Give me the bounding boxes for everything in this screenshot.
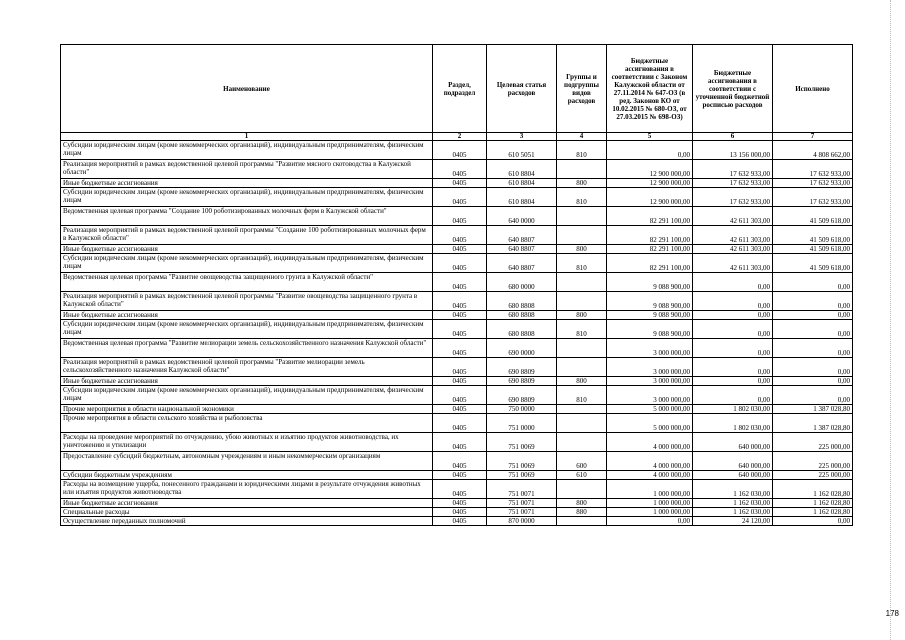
- row-executed-cell: 41 509 618,00: [773, 207, 853, 226]
- row-target-cell: 751 0069: [487, 433, 557, 452]
- row-section-cell: 0405: [433, 517, 487, 526]
- row-target-cell: 640 8807: [487, 245, 557, 254]
- row-section-cell: 0405: [433, 160, 487, 179]
- row-budget-schedule-cell: 0,00: [693, 292, 773, 311]
- row-budget-schedule-cell: 13 156 000,00: [693, 141, 773, 160]
- row-budget-law-cell: 12 900 000,00: [607, 179, 693, 188]
- row-group-cell: 810: [557, 320, 607, 339]
- row-name-cell: Иные бюджетные ассигнования: [61, 499, 433, 508]
- row-name-cell: Прочие мероприятия в области сельского хозяйства и рыболовства: [61, 414, 433, 433]
- row-name-cell: Субсидии юридическим лицам (кроме некоммерческих организаций), индивидуальным предпринимателям, физическим лицам: [61, 188, 433, 207]
- row-executed-cell: 0,00: [773, 517, 853, 526]
- column-number: 4: [557, 133, 607, 141]
- table-row: [61, 358, 853, 377]
- row-section-cell: 0405: [433, 471, 487, 480]
- page-number: 178: [885, 609, 899, 618]
- row-budget-law-cell: 9 088 900,00: [607, 273, 693, 292]
- row-group-cell: 610: [557, 471, 607, 480]
- row-group-cell: 880: [557, 508, 607, 517]
- row-target-cell: 690 8809: [487, 386, 557, 405]
- row-name-cell: Реализация мероприятий в рамках ведомственной целевой программы "Создание 100 роботизированных молочных ферм в Калужской области": [61, 226, 433, 245]
- row-group-cell: [557, 358, 607, 377]
- header-executed: Исполнено: [773, 45, 853, 133]
- row-group-cell: 800: [557, 377, 607, 386]
- row-section-cell: 0405: [433, 254, 487, 273]
- row-section-cell: 0405: [433, 188, 487, 207]
- row-section-cell: 0405: [433, 480, 487, 499]
- row-budget-schedule-cell: 0,00: [693, 320, 773, 339]
- row-section-cell: 0405: [433, 377, 487, 386]
- row-budget-law-cell: 12 900 000,00: [607, 188, 693, 207]
- row-target-cell: 751 0071: [487, 480, 557, 499]
- row-section-cell: 0405: [433, 452, 487, 471]
- row-budget-schedule-cell: 17 632 933,00: [693, 179, 773, 188]
- page-edge-line: [890, 0, 891, 640]
- row-budget-schedule-cell: 42 611 303,00: [693, 226, 773, 245]
- column-number: 7: [773, 133, 853, 141]
- row-section-cell: 0405: [433, 433, 487, 452]
- row-target-cell: 690 8809: [487, 358, 557, 377]
- row-section-cell: 0405: [433, 414, 487, 433]
- column-number: 6: [693, 133, 773, 141]
- header-budget-schedule: Бюджетные ассигнования в соответствии с уточненной бюджетной росписью расходов: [693, 45, 773, 133]
- table-row: [61, 245, 853, 254]
- row-group-cell: [557, 480, 607, 499]
- row-target-cell: 680 8808: [487, 292, 557, 311]
- row-executed-cell: 1 387 028,80: [773, 414, 853, 433]
- row-section-cell: 0405: [433, 508, 487, 517]
- table-row: [61, 517, 853, 526]
- row-group-cell: [557, 226, 607, 245]
- row-section-cell: 0405: [433, 499, 487, 508]
- row-budget-schedule-cell: 17 632 933,00: [693, 160, 773, 179]
- row-section-cell: 0405: [433, 405, 487, 414]
- row-executed-cell: 0,00: [773, 358, 853, 377]
- row-executed-cell: 225 000,00: [773, 471, 853, 480]
- row-target-cell: 751 0000: [487, 414, 557, 433]
- row-budget-law-cell: 3 000 000,00: [607, 386, 693, 405]
- row-executed-cell: 225 000,00: [773, 452, 853, 471]
- row-executed-cell: 4 808 662,00: [773, 141, 853, 160]
- row-budget-schedule-cell: 1 162 030,00: [693, 508, 773, 517]
- row-budget-law-cell: 5 000 000,00: [607, 414, 693, 433]
- table-row: [61, 499, 853, 508]
- row-target-cell: 640 8807: [487, 254, 557, 273]
- row-group-cell: [557, 339, 607, 358]
- budget-table-sheet: [60, 44, 852, 526]
- table-row: [61, 320, 853, 339]
- table-row: [61, 339, 853, 358]
- table-row: [61, 377, 853, 386]
- row-name-cell: Расходы на возмещение ущерба, понесенного гражданами и юридическими лицами в результате отчуждения животных или изъятия продуктов животноводства: [61, 480, 433, 499]
- row-executed-cell: 1 162 028,80: [773, 508, 853, 517]
- row-group-cell: 810: [557, 188, 607, 207]
- row-budget-law-cell: 82 291 100,00: [607, 254, 693, 273]
- row-group-cell: [557, 433, 607, 452]
- row-section-cell: 0405: [433, 386, 487, 405]
- row-target-cell: 640 0000: [487, 207, 557, 226]
- row-budget-schedule-cell: 640 000,00: [693, 471, 773, 480]
- row-target-cell: 690 8809: [487, 377, 557, 386]
- budget-table: [60, 44, 853, 526]
- header-name: Наименование: [61, 45, 433, 133]
- row-budget-schedule-cell: 640 000,00: [693, 452, 773, 471]
- row-target-cell: 680 0000: [487, 273, 557, 292]
- row-name-cell: Иные бюджетные ассигнования: [61, 311, 433, 320]
- row-target-cell: 751 0071: [487, 499, 557, 508]
- row-target-cell: 680 8808: [487, 311, 557, 320]
- table-header: [61, 45, 853, 141]
- row-name-cell: Субсидии юридическим лицам (кроме некоммерческих организаций), индивидуальным предпринимателям, физическим лицам: [61, 386, 433, 405]
- row-group-cell: 800: [557, 179, 607, 188]
- row-section-cell: 0405: [433, 179, 487, 188]
- row-target-cell: 680 8808: [487, 320, 557, 339]
- column-number: 2: [433, 133, 487, 141]
- row-budget-schedule-cell: 1 802 030,00: [693, 414, 773, 433]
- row-section-cell: 0405: [433, 358, 487, 377]
- row-budget-schedule-cell: 0,00: [693, 273, 773, 292]
- header-target: Целевая статья расходов: [487, 45, 557, 133]
- table-row: [61, 141, 853, 160]
- row-group-cell: [557, 207, 607, 226]
- row-budget-law-cell: 82 291 100,00: [607, 226, 693, 245]
- row-executed-cell: 0,00: [773, 273, 853, 292]
- row-budget-schedule-cell: 0,00: [693, 339, 773, 358]
- row-target-cell: 610 8804: [487, 188, 557, 207]
- row-budget-law-cell: 3 000 000,00: [607, 339, 693, 358]
- row-section-cell: 0405: [433, 226, 487, 245]
- row-budget-law-cell: 0,00: [607, 517, 693, 526]
- row-group-cell: [557, 160, 607, 179]
- table-row: [61, 179, 853, 188]
- row-executed-cell: 41 509 618,00: [773, 254, 853, 273]
- row-budget-schedule-cell: 1 802 030,00: [693, 405, 773, 414]
- row-budget-law-cell: 4 000 000,00: [607, 452, 693, 471]
- row-budget-law-cell: 3 000 000,00: [607, 358, 693, 377]
- row-section-cell: 0405: [433, 292, 487, 311]
- row-name-cell: Реализация мероприятий в рамках ведомственной целевой программы "Развитие мясного скотоводства в Калужской области": [61, 160, 433, 179]
- row-budget-schedule-cell: 42 611 303,00: [693, 245, 773, 254]
- row-name-cell: Субсидии юридическим лицам (кроме некоммерческих организаций), индивидуальным предпринимателям, физическим лицам: [61, 320, 433, 339]
- row-target-cell: 610 5051: [487, 141, 557, 160]
- header-section: Раздел, подраздел: [433, 45, 487, 133]
- row-budget-schedule-cell: 42 611 303,00: [693, 254, 773, 273]
- row-executed-cell: 1 162 028,80: [773, 499, 853, 508]
- row-executed-cell: 0,00: [773, 339, 853, 358]
- column-number: 5: [607, 133, 693, 141]
- row-executed-cell: 1 387 028,80: [773, 405, 853, 414]
- row-target-cell: 640 8807: [487, 226, 557, 245]
- header-budget-law: Бюджетные ассигнования в соответствии с Законом Калужской области от 27.11.2014 № 647-ОЗ (в ред. Законов КО от 10.02.2015 № 680-ОЗ, от 27.03.2015 № 698-ОЗ): [607, 45, 693, 133]
- row-budget-law-cell: 0,00: [607, 141, 693, 160]
- row-target-cell: 870 0000: [487, 517, 557, 526]
- table-row: [61, 254, 853, 273]
- row-budget-law-cell: 12 900 000,00: [607, 160, 693, 179]
- row-name-cell: Осуществление переданных полномочий: [61, 517, 433, 526]
- row-target-cell: 690 0000: [487, 339, 557, 358]
- table-row: [61, 386, 853, 405]
- row-target-cell: 751 0071: [487, 508, 557, 517]
- row-group-cell: 810: [557, 254, 607, 273]
- row-name-cell: Расходы на проведение мероприятий по отчуждению, убою животных и изъятию продуктов животноводства, их уничтожению и утилизации: [61, 433, 433, 452]
- row-group-cell: 810: [557, 386, 607, 405]
- table-row: [61, 414, 853, 433]
- row-name-cell: Прочие мероприятия в области национальной экономики: [61, 405, 433, 414]
- row-name-cell: Ведомственная целевая программа "Создание 100 роботизированных молочных ферм в Калужской области": [61, 207, 433, 226]
- row-budget-schedule-cell: 1 162 030,00: [693, 480, 773, 499]
- table-row: [61, 452, 853, 471]
- table-row: [61, 480, 853, 499]
- row-budget-law-cell: 3 000 000,00: [607, 377, 693, 386]
- row-name-cell: Субсидии юридическим лицам (кроме некоммерческих организаций), индивидуальным предпринимателям, физическим лицам: [61, 254, 433, 273]
- row-executed-cell: 225 000,00: [773, 433, 853, 452]
- column-number: 1: [61, 133, 433, 141]
- row-executed-cell: 17 632 933,00: [773, 160, 853, 179]
- row-group-cell: 800: [557, 499, 607, 508]
- row-budget-schedule-cell: 640 000,00: [693, 433, 773, 452]
- row-name-cell: Иные бюджетные ассигнования: [61, 179, 433, 188]
- row-name-cell: Реализация мероприятий в рамках ведомственной целевой программы "Развитие овощеводства защищенного грунта в Калужской области": [61, 292, 433, 311]
- row-budget-schedule-cell: 0,00: [693, 311, 773, 320]
- row-name-cell: Ведомственная целевая программа "Развитие овощеводства защищенного грунта в Калужской области": [61, 273, 433, 292]
- row-budget-schedule-cell: 17 632 933,00: [693, 188, 773, 207]
- row-executed-cell: 0,00: [773, 377, 853, 386]
- row-executed-cell: 41 509 618,00: [773, 226, 853, 245]
- header-group: Группы и подгруппы видов расходов: [557, 45, 607, 133]
- row-section-cell: 0405: [433, 273, 487, 292]
- row-group-cell: [557, 273, 607, 292]
- row-name-cell: Субсидии бюджетным учреждениям: [61, 471, 433, 480]
- row-budget-schedule-cell: 0,00: [693, 358, 773, 377]
- row-group-cell: [557, 405, 607, 414]
- row-target-cell: 751 0069: [487, 452, 557, 471]
- row-budget-law-cell: 4 000 000,00: [607, 433, 693, 452]
- row-group-cell: [557, 517, 607, 526]
- row-executed-cell: 1 162 028,80: [773, 480, 853, 499]
- row-target-cell: 610 8804: [487, 160, 557, 179]
- row-name-cell: Предоставление субсидий бюджетным, автономным учреждениям и иным некоммерческим организациям: [61, 452, 433, 471]
- table-row: [61, 273, 853, 292]
- row-group-cell: 800: [557, 245, 607, 254]
- row-section-cell: 0405: [433, 245, 487, 254]
- row-section-cell: 0405: [433, 141, 487, 160]
- row-budget-law-cell: 1 000 000,00: [607, 480, 693, 499]
- row-section-cell: 0405: [433, 207, 487, 226]
- row-group-cell: [557, 414, 607, 433]
- row-budget-law-cell: 9 088 900,00: [607, 311, 693, 320]
- table-row: [61, 207, 853, 226]
- table-row: [61, 311, 853, 320]
- row-target-cell: 751 0069: [487, 471, 557, 480]
- row-name-cell: Иные бюджетные ассигнования: [61, 377, 433, 386]
- row-budget-schedule-cell: 0,00: [693, 386, 773, 405]
- row-group-cell: 800: [557, 311, 607, 320]
- row-budget-law-cell: 1 000 000,00: [607, 499, 693, 508]
- row-budget-law-cell: 9 088 900,00: [607, 320, 693, 339]
- row-budget-schedule-cell: 1 162 030,00: [693, 499, 773, 508]
- row-section-cell: 0405: [433, 311, 487, 320]
- row-budget-law-cell: 4 000 000,00: [607, 471, 693, 480]
- table-body: [61, 141, 853, 526]
- row-name-cell: Субсидии юридическим лицам (кроме некоммерческих организаций), индивидуальным предпринимателям, физическим лицам: [61, 141, 433, 160]
- table-row: [61, 508, 853, 517]
- row-section-cell: 0405: [433, 320, 487, 339]
- row-budget-law-cell: 82 291 100,00: [607, 207, 693, 226]
- row-target-cell: 610 8804: [487, 179, 557, 188]
- row-budget-law-cell: 5 000 000,00: [607, 405, 693, 414]
- row-budget-schedule-cell: 42 611 303,00: [693, 207, 773, 226]
- row-executed-cell: 0,00: [773, 386, 853, 405]
- row-name-cell: Ведомственная целевая программа "Развитие мелиорации земель сельскохозяйственного назначения Калужской области": [61, 339, 433, 358]
- table-row: [61, 160, 853, 179]
- row-group-cell: 810: [557, 141, 607, 160]
- row-budget-schedule-cell: 24 120,00: [693, 517, 773, 526]
- table-row: [61, 471, 853, 480]
- row-group-cell: 600: [557, 452, 607, 471]
- table-row: [61, 292, 853, 311]
- table-row: [61, 226, 853, 245]
- row-executed-cell: 0,00: [773, 320, 853, 339]
- row-name-cell: Реализация мероприятий в рамках ведомственной целевой программы "Развитие мелиорации земель сельскохозяйственного назначения Калужской области": [61, 358, 433, 377]
- table-row: [61, 433, 853, 452]
- row-executed-cell: 0,00: [773, 292, 853, 311]
- column-number-row: [61, 133, 853, 141]
- row-section-cell: 0405: [433, 339, 487, 358]
- row-name-cell: Иные бюджетные ассигнования: [61, 245, 433, 254]
- row-budget-schedule-cell: 0,00: [693, 377, 773, 386]
- row-budget-law-cell: 9 088 900,00: [607, 292, 693, 311]
- table-row: [61, 188, 853, 207]
- table-row: [61, 405, 853, 414]
- row-name-cell: Специальные расходы: [61, 508, 433, 517]
- row-executed-cell: 41 509 618,00: [773, 245, 853, 254]
- row-executed-cell: 17 632 933,00: [773, 188, 853, 207]
- row-executed-cell: 17 632 933,00: [773, 179, 853, 188]
- row-target-cell: 750 0000: [487, 405, 557, 414]
- row-budget-law-cell: 1 000 000,00: [607, 508, 693, 517]
- column-number: 3: [487, 133, 557, 141]
- row-budget-law-cell: 82 291 100,00: [607, 245, 693, 254]
- row-executed-cell: 0,00: [773, 311, 853, 320]
- row-group-cell: [557, 292, 607, 311]
